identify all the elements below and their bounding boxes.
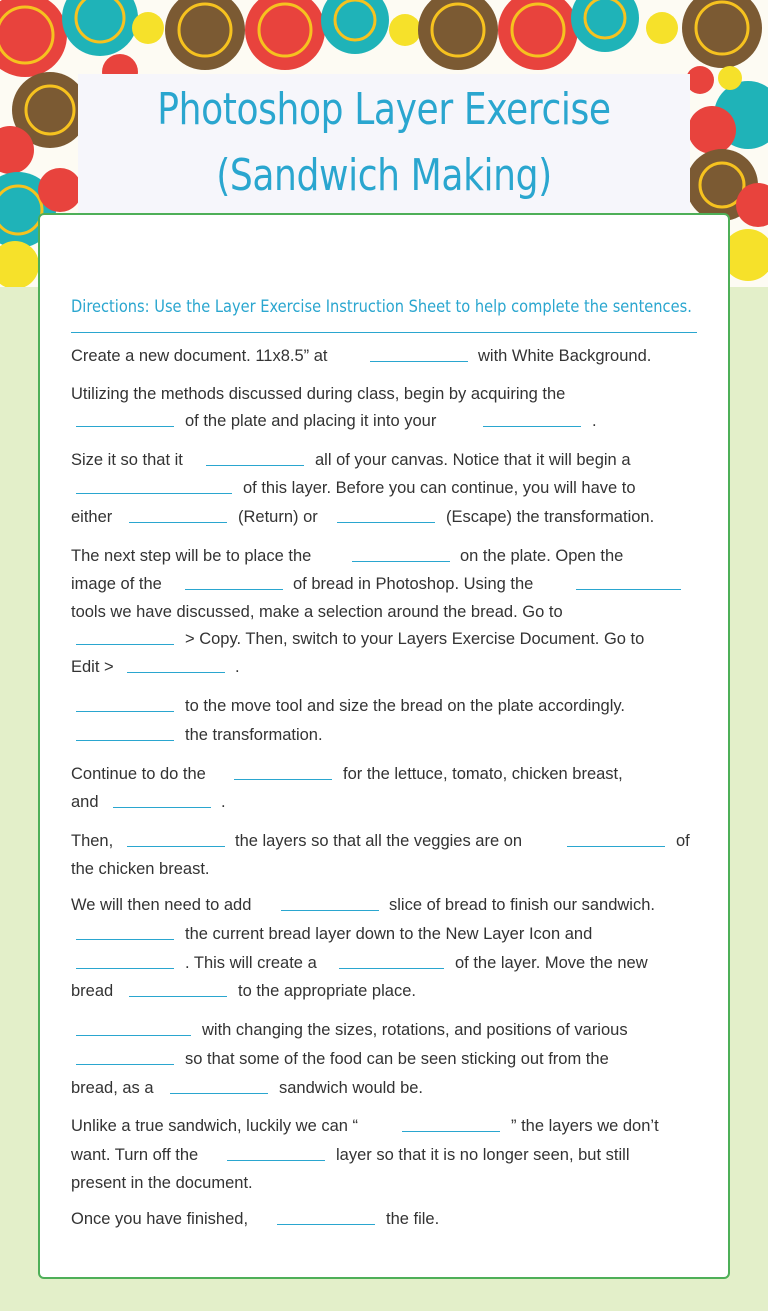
fill-in-blank[interactable] (337, 522, 435, 523)
fill-in-blank[interactable] (576, 589, 681, 590)
sentence-text: . (221, 793, 226, 811)
sentence-text: the transformation. (185, 726, 323, 744)
sentence-text: . This will create a (185, 954, 317, 972)
sentence-text: Edit > (71, 658, 114, 676)
sentence-text: with changing the sizes, rotations, and positions of various (202, 1021, 628, 1039)
sentence-text: tools we have discussed, make a selection around the bread. Go to (71, 603, 563, 621)
sentence-text: the layers so that all the veggies are on (235, 832, 523, 850)
sentence-text: of (676, 832, 690, 850)
fill-in-blank[interactable] (402, 1131, 500, 1132)
sentence-text: ” the layers we don’t (511, 1117, 659, 1135)
sentence-text: present in the document. (71, 1174, 253, 1192)
fill-in-blank[interactable] (483, 426, 581, 427)
sentence-text: with White Background. (478, 347, 652, 365)
sentence-text: on the plate. Open the (460, 547, 624, 565)
page-title-line-2: (Sandwich Making) (216, 150, 552, 201)
sentence-text: of the plate and placing it into your (185, 412, 437, 430)
sentence-text: Utilizing the methods discussed during class, begin by acquiring the (71, 385, 566, 403)
sentence-text: sandwich would be. (279, 1079, 424, 1097)
fill-in-blank[interactable] (185, 589, 283, 590)
fill-in-blank[interactable] (76, 426, 174, 427)
fill-in-blank[interactable] (567, 846, 665, 847)
sentence-text: We will then need to add (71, 896, 252, 914)
fill-in-blank[interactable] (281, 910, 379, 911)
sentence-text: (Escape) the transformation. (446, 508, 655, 526)
sentence-text: to the appropriate place. (238, 982, 416, 1000)
sentence-text: . (592, 412, 597, 430)
sentence-text: (Return) or (238, 508, 318, 526)
sentence-text: The next step will be to place the (71, 547, 312, 565)
directions-divider (71, 332, 697, 333)
sentence-text: for the lettuce, tomato, chicken breast, (343, 765, 623, 783)
sentence-text: Continue to do the (71, 765, 206, 783)
fill-in-blank[interactable] (76, 644, 174, 645)
fill-in-blank[interactable] (234, 779, 332, 780)
sentence-text: bread (71, 982, 114, 1000)
fill-in-blank[interactable] (76, 711, 174, 712)
sentence-text: of bread in Photoshop. Using the (293, 575, 534, 593)
fill-in-blank[interactable] (129, 522, 227, 523)
sentence-text: all of your canvas. Notice that it will begin a (315, 451, 631, 469)
sentence-text: and (71, 793, 99, 811)
fill-in-blank[interactable] (227, 1160, 325, 1161)
sentence-text: slice of bread to finish our sandwich. (389, 896, 655, 914)
fill-in-blank[interactable] (76, 740, 174, 741)
sentence-text: image of the (71, 575, 162, 593)
fill-in-blank[interactable] (277, 1224, 375, 1225)
sentence-text: want. Turn off the (71, 1146, 199, 1164)
fill-in-blank[interactable] (113, 807, 211, 808)
fill-in-blank[interactable] (76, 493, 232, 494)
fill-in-blank[interactable] (170, 1093, 268, 1094)
sentence-text: Size it so that it (71, 451, 183, 469)
sentence-text: Once you have finished, (71, 1210, 249, 1228)
fill-in-blank[interactable] (127, 846, 225, 847)
sentence-text: Unlike a true sandwich, luckily we can “ (71, 1117, 359, 1135)
fill-in-blank[interactable] (76, 1035, 191, 1036)
directions-text: Directions: Use the Layer Exercise Instruction Sheet to help complete the sentences. (71, 297, 692, 317)
sentence-text: of the layer. Move the new (455, 954, 648, 972)
sentence-text: bread, as a (71, 1079, 154, 1097)
page-title-line-1: Photoshop Layer Exercise (157, 84, 611, 135)
fill-in-blank[interactable] (339, 968, 444, 969)
sentence-text: of this layer. Before you can continue, you will have to (243, 479, 636, 497)
fill-in-blank[interactable] (127, 672, 225, 673)
sentence-text: the current bread layer down to the New Layer Icon and (185, 925, 593, 943)
sentence-text: . (235, 658, 240, 676)
sentence-text: layer so that it is no longer seen, but still (336, 1146, 630, 1164)
fill-in-blank[interactable] (76, 939, 174, 940)
fill-in-blank[interactable] (370, 361, 468, 362)
fill-in-blank[interactable] (206, 465, 304, 466)
fill-in-blank[interactable] (129, 996, 227, 997)
sentence-text: > Copy. Then, switch to your Layers Exercise Document. Go to (185, 630, 645, 648)
sentence-text: the file. (386, 1210, 440, 1228)
sentence-text: to the move tool and size the bread on the plate accordingly. (185, 697, 625, 715)
fill-in-blank[interactable] (76, 968, 174, 969)
fill-in-blank[interactable] (76, 1064, 174, 1065)
sentence-text: the chicken breast. (71, 860, 210, 878)
sentence-text: Then, (71, 832, 114, 850)
fill-in-blank[interactable] (352, 561, 450, 562)
sentence-text: either (71, 508, 113, 526)
sentence-text: Create a new document. 11x8.5” at (71, 347, 328, 365)
sentence-text: so that some of the food can be seen sticking out from the (185, 1050, 609, 1068)
